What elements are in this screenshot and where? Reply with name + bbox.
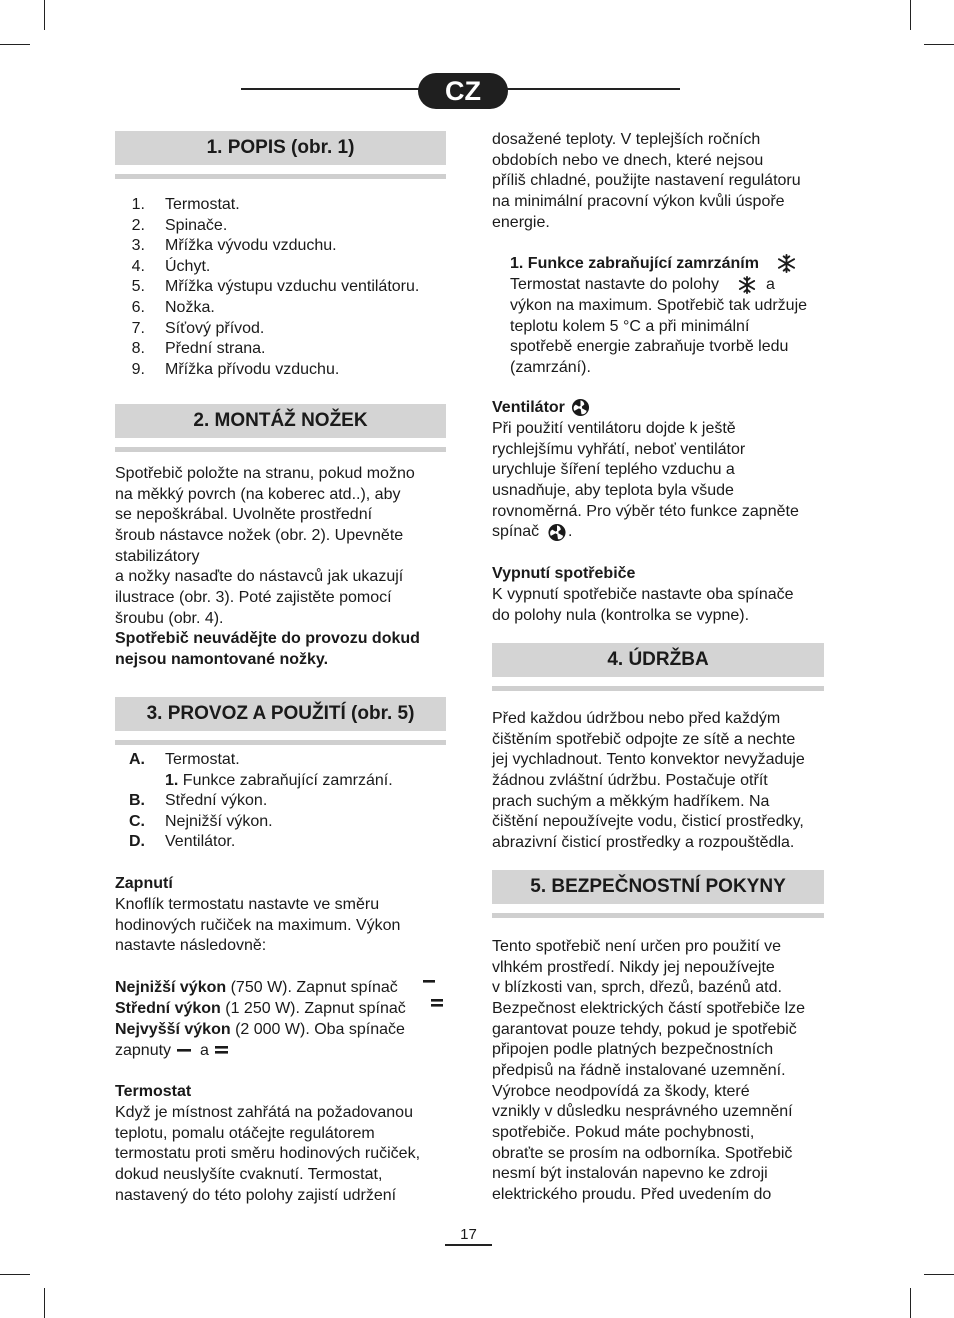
crop-mark [910,1288,911,1318]
text-line: čištěním spotřebič odpojte ze sítě a nechte [492,730,796,748]
text-line: ilustrace (obr. 3). Poté zajistěte pomocí [115,588,392,606]
text-line: žádnou zvláštní údržbu. Postačuje otřít [492,771,768,789]
fan-heading: Ventilátor [492,399,565,416]
list-item-number: 4. [131,257,145,275]
text-line: Výrobce neodpovídá za škody, které [492,1082,750,1100]
text-line: dokud neuslyšíte cvaknutí. Termostat, [115,1165,383,1183]
list-item-number: 1. [131,196,145,213]
crop-mark [924,1274,954,1275]
list-item-number: 3. [131,237,145,255]
text-line: se nepoškrábal. Uvolněte prostřední [115,506,373,524]
text-line: energie. [492,213,550,231]
switch-single-icon [177,1048,191,1054]
crop-mark [924,44,954,45]
switch-single-icon [423,979,435,987]
text-line: jej vychladnout. Tento konvektor nevyžaduje [492,751,805,769]
termostat-heading: Termostat [115,1083,192,1100]
text-line: a nožky nasaďte do nástavců jak ukazují [115,568,404,586]
list-item-label: Mřížka přívodu vzduchu. [165,360,340,378]
section-rule [115,447,446,452]
section-3-heading: 3. PROVOZ A POUŽITÍ (obr. 5) [115,697,446,731]
list-item-number: 8. [131,340,145,358]
text-line: Spotřebič položte na stranu, pokud možno [115,465,415,482]
list-item-number: 5. [131,278,145,296]
text-line: příliš chladné, použijte nastavení regulátoru [492,172,801,190]
text-line: teplotu kolem 5 °C a při minimální [510,317,750,335]
frost-line-1: Termostat nastavte do polohy [510,276,720,293]
text-line: předpisů na řádně instalované uzemnění. [492,1061,786,1079]
text-line: nastavený do této polohy zajistí udržení [115,1186,397,1204]
text-line: hodinových ručiček na maximum. Výkon [115,916,401,934]
list-item-number: 2. [131,216,145,234]
text-line: garantovat pouze tehdy, pokud je spotřebič [492,1020,797,1038]
list-item-label [165,771,393,792]
switch-double-icon [431,998,443,1010]
list-item-label: Ventilátor. [165,833,236,851]
text-line: připojen podle platných bezpečnostních [492,1041,774,1059]
section-1-heading: 1. POPIS (obr. 1) [115,131,446,165]
crop-mark [0,44,30,45]
header-rule-left [241,88,421,90]
list-item-label: Nožka. [165,299,215,316]
crop-mark [910,0,911,30]
power-high-line: Nejvyšší výkon (2 000 W). Oba spínače [115,1021,405,1038]
text-line: šroubu (obr. 4). [115,609,224,627]
text-line: obraťte se prosím na odborníka. Spotřebič [492,1144,793,1162]
section-rule [115,174,446,179]
list-item-label: Úchyt. [165,257,211,275]
list-item-label: Nejnižší výkon. [165,812,273,830]
section-rule [492,913,824,918]
list-item-letter: B. [129,792,145,810]
sub-item-label: Funkce zabraňující zamrzání. [178,771,393,789]
text-line: elektrického proudu. Před uvedením do [492,1185,772,1203]
text-line: Při použití ventilátoru dojde k ještě [492,420,736,437]
text-line: nastavte následovně: [115,937,267,955]
list-item-label: Mřížka výstupu vzduchu ventilátoru. [165,278,420,296]
language-badge: CZ [418,73,508,109]
text-line: K vypnutí spotřebiče nastavte oba spínače [492,586,794,603]
text-line: vlhkém prostředí. Nikdy jej nepoužívejte [492,958,775,976]
text-line: termostatu proti směru hodinových ručiček, [115,1145,421,1163]
list-item-letter: A. [129,751,145,768]
list-item-letter: D. [129,833,145,851]
crop-mark [44,1288,45,1318]
zapnuty-line: zapnuty [115,1042,172,1059]
list-item-number: 7. [131,319,145,337]
list-item-number: 9. [131,360,145,378]
page-number: 17 [445,1226,492,1246]
switch-double-icon [215,1045,228,1056]
list-item-letter: C. [129,812,145,830]
text-line: Knoflík termostatu nastavte ve směru [115,896,380,913]
warning-line: nejsou namontované nožky. [115,650,329,668]
text-line: spotřebiče. Pokud máte pochybnosti, [492,1123,755,1141]
fan-last-line: spínač [492,523,540,540]
frost-heading: 1. Funkce zabraňující zamrzáním [510,255,759,272]
text-line: do polohy nula (kontrolka se vypne). [492,606,750,624]
text-line: usnadňuje, aby teplota byla všude [492,481,734,499]
warning-line: Spotřebič neuvádějte do provozu dokud [115,630,420,648]
section-2-heading: 2. MONTÁŽ NOŽEK [115,404,446,438]
section-5-heading: 5. BEZPEČNOSTNÍ POKYNY [492,870,824,904]
text-line: rychlejšímu vyhřátí, neboť ventilátor [492,440,746,458]
fan-icon [570,398,591,417]
text-line: spotřebě energie zabraňuje tvorbě ledu [510,338,789,356]
text-line: stabilizátory [115,547,200,565]
text-line: výkon na maximum. Spotřebič tak udržuje [510,297,808,314]
crop-mark [0,1274,30,1275]
text-line: dosažené teploty. V teplejších ročních [492,131,761,148]
list-item-label: Termostat. [165,196,240,213]
frost-line-1-tail: a [766,276,775,293]
text-line: prach suchým a měkkým hadříkem. Na [492,792,770,810]
text-line: teplotu, pomalu otáčejte regulátorem [115,1124,375,1142]
list-item-label: Termostat. [165,751,240,768]
list-item-label: Síťový přívod. [165,319,265,337]
text-line: obdobích nebo ve dnech, které nejsou [492,151,764,169]
text-line: šroub nástavce nožek (obr. 2). Upevněte [115,526,404,544]
text-line: čištění nepoužívejte vodu, čisticí prostředky, [492,813,804,831]
sub-item-number: 1. [165,771,179,789]
text-line: v blízkosti van, sprch, dřezů, bazénů atd. [492,979,782,997]
text-line: rovnoměrná. Pro výběr této funkce zapněte [492,502,799,520]
list-item-label: Mřížka vývodu vzduchu. [165,237,337,255]
section-rule [492,686,824,691]
off-heading: Vypnutí spotřebiče [492,565,636,582]
section-4-heading: 4. ÚDRŽBA [492,643,824,677]
power-mid-line: Střední výkon (1 250 W). Zapnut spínač [115,1000,406,1017]
text-line: vznikly v důsledku nesprávného uzemnění [492,1103,793,1121]
text-line: Bezpečnost elektrických částí spotřebiče lze [492,999,806,1017]
fan-icon [547,523,567,542]
text-line: urychluje šíření teplého vzduchu a [492,461,735,479]
fan-last-tail: . [568,523,573,540]
snowflake-icon [777,254,796,273]
text-line: (zamrzání). [510,358,591,376]
text-line: abrazivní čisticí prostředky a rozpouštědla. [492,833,795,851]
and-word: a [200,1042,209,1059]
list-item-number: 6. [131,299,145,316]
text-line: nesmí být instalován napevno ke zdroji [492,1165,768,1183]
text-line: na měkký povrch (na koberec atd..), aby [115,485,401,503]
snowflake-icon [738,276,756,294]
zapnuti-heading: Zapnutí [115,875,173,892]
list-item-label: Střední výkon. [165,792,268,810]
power-low-line: Nejnižší výkon (750 W). Zapnut spínač [115,979,398,996]
crop-mark [44,0,45,30]
text-line: Před každou údržbou nebo před každým [492,710,781,727]
header-rule-right [505,88,680,90]
text-line: na minimální pracovní výkon kvůli úspoře [492,192,785,210]
text-line: Tento spotřebič není určen pro použití ve [492,938,782,955]
section-rule [115,740,446,745]
text-line: Když je místnost zahřátá na požadovanou [115,1104,413,1121]
list-item-label: Přední strana. [165,340,266,358]
list-item-label: Spinače. [165,216,228,234]
